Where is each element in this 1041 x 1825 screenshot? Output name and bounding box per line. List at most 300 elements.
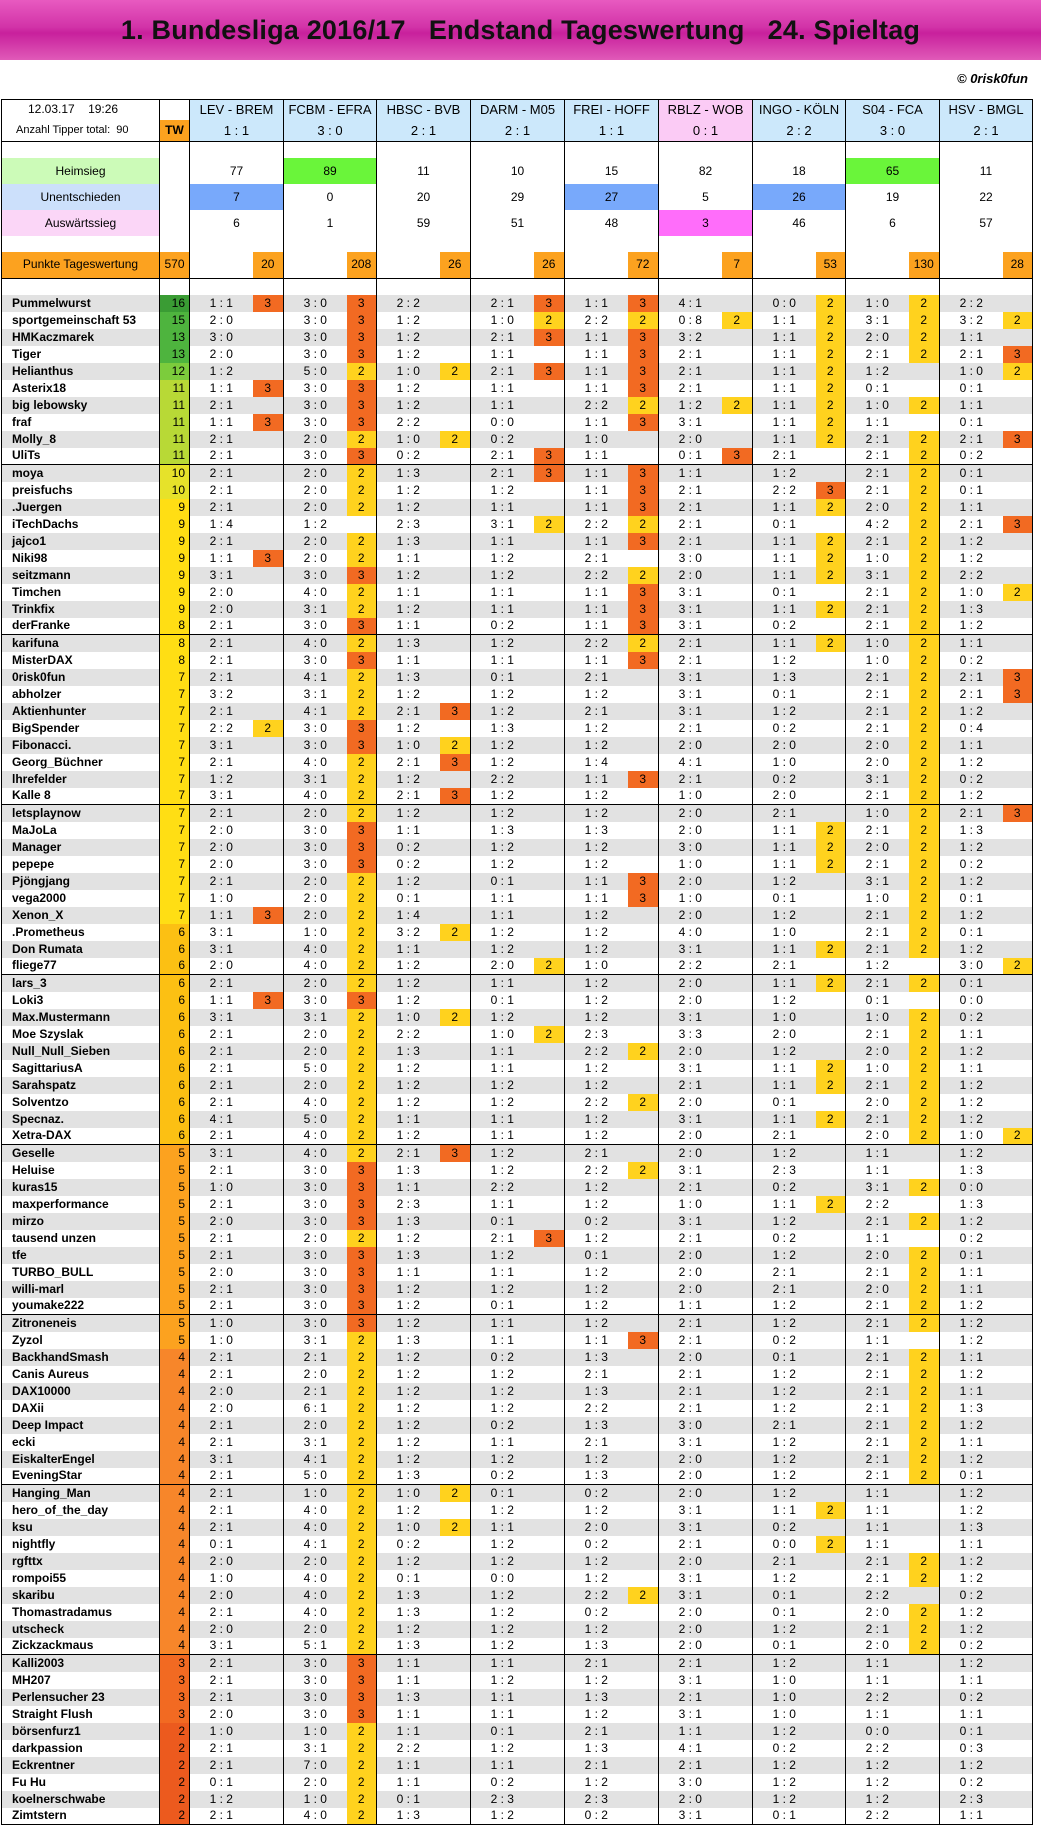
player-tip: 2 : 0 (565, 1519, 628, 1536)
page-title: 1. Bundesliga 2016/17 Endstand Tageswertung 24. Spieltag (120, 14, 921, 45)
player-points (1003, 1417, 1033, 1434)
player-tw: 2 (160, 1808, 190, 1825)
player-tip: 4 : 0 (284, 958, 347, 975)
player-row (2, 975, 1033, 992)
player-points (722, 771, 753, 788)
stat-value: 26 (753, 184, 846, 210)
player-tip: 0 : 1 (846, 380, 909, 397)
player-points (253, 635, 284, 652)
player-tip: 1 : 2 (940, 1145, 1003, 1162)
player-points (1003, 1145, 1033, 1162)
player-points (816, 1451, 846, 1468)
player-name: Thomastradamus (2, 1604, 160, 1621)
player-tip: 1 : 1 (753, 363, 816, 380)
player-points: 2 (909, 1451, 940, 1468)
player-points (909, 1196, 940, 1213)
player-tip: 2 : 1 (846, 669, 909, 686)
player-tw: 6 (160, 1026, 190, 1043)
player-tip: 1 : 1 (565, 601, 628, 618)
player-tw: 6 (160, 924, 190, 941)
player-points (534, 737, 565, 754)
player-points (1003, 1672, 1033, 1689)
player-tip: 3 : 2 (377, 924, 440, 941)
player-tip: 3 : 1 (190, 1451, 253, 1468)
player-points (440, 958, 471, 975)
player-points (534, 1145, 565, 1162)
player-points (628, 805, 659, 822)
player-tip: 0 : 1 (940, 482, 1003, 499)
player-tip: 1 : 1 (377, 822, 440, 839)
player-points (909, 363, 940, 380)
punkte-value: 130 (909, 252, 940, 278)
player-name: Timchen (2, 584, 160, 601)
player-name: Canis Aureus (2, 1366, 160, 1383)
player-points: 2 (909, 1264, 940, 1281)
player-points (909, 1145, 940, 1162)
player-points (440, 1740, 471, 1757)
player-tip: 1 : 1 (471, 1706, 534, 1723)
player-tip: 0 : 2 (753, 1519, 816, 1536)
player-tip: 1 : 0 (846, 550, 909, 567)
player-tip: 1 : 1 (753, 397, 816, 414)
player-tip: 2 : 1 (846, 1621, 909, 1638)
player-points: 2 (347, 550, 377, 567)
player-points (722, 992, 753, 1009)
player-points (253, 1536, 284, 1553)
player-tip: 2 : 2 (846, 1587, 909, 1604)
player-tw: 4 (160, 1536, 190, 1553)
player-tip: 1 : 2 (284, 516, 347, 533)
player-points (1003, 295, 1033, 312)
player-name: Kalle 8 (2, 788, 160, 805)
player-name: Xetra-DAX (2, 1128, 160, 1145)
player-tip: 3 : 1 (659, 414, 722, 431)
player-tw: 7 (160, 907, 190, 924)
player-tip: 4 : 1 (284, 1451, 347, 1468)
player-tip: 2 : 1 (753, 1553, 816, 1570)
player-points: 2 (909, 1366, 940, 1383)
player-points (628, 1111, 659, 1128)
player-tip: 2 : 1 (846, 1451, 909, 1468)
player-tip: 1 : 3 (377, 1638, 440, 1655)
player-tip: 3 : 0 (284, 652, 347, 669)
player-points (534, 992, 565, 1009)
stat-value: 19 (846, 184, 940, 210)
player-name: kuras15 (2, 1179, 160, 1196)
player-tip: 1 : 1 (753, 431, 816, 448)
stat-value: 29 (471, 184, 565, 210)
player-points (722, 1723, 753, 1740)
player-points (534, 1723, 565, 1740)
stat-value: 6 (846, 210, 940, 236)
player-tip: 0 : 1 (471, 873, 534, 890)
player-points: 3 (628, 295, 659, 312)
player-points (440, 1417, 471, 1434)
player-tip: 1 : 1 (846, 1519, 909, 1536)
player-row (2, 1723, 1033, 1740)
player-tip: 2 : 1 (659, 346, 722, 363)
match-name: RBLZ - WOB (659, 100, 753, 120)
player-points (628, 1621, 659, 1638)
player-tip: 2 : 1 (190, 1502, 253, 1519)
player-tip: 1 : 2 (753, 1774, 816, 1791)
player-points (722, 329, 753, 346)
player-tip: 1 : 2 (940, 533, 1003, 550)
player-tip: 6 : 1 (284, 1400, 347, 1417)
player-points (722, 1553, 753, 1570)
player-points (253, 1400, 284, 1417)
player-tip: 1 : 2 (471, 567, 534, 584)
player-row (2, 601, 1033, 618)
match-name: DARM - M05 (471, 100, 565, 120)
player-tip: 1 : 2 (753, 1366, 816, 1383)
player-tip: 1 : 2 (471, 1077, 534, 1094)
player-points (628, 1128, 659, 1145)
player-name: MH207 (2, 1672, 160, 1689)
player-tip: 1 : 1 (753, 533, 816, 550)
player-name: Deep Impact (2, 1417, 160, 1434)
player-tip: 2 : 2 (565, 1162, 628, 1179)
player-points: 2 (816, 635, 846, 652)
player-points (1003, 1400, 1033, 1417)
player-points (440, 499, 471, 516)
player-tip: 1 : 2 (377, 1094, 440, 1111)
player-points: 2 (440, 1009, 471, 1026)
player-points (253, 601, 284, 618)
spacer (940, 236, 1033, 252)
player-tip: 1 : 1 (471, 1332, 534, 1349)
player-tip: 1 : 2 (377, 601, 440, 618)
player-tw: 4 (160, 1434, 190, 1451)
player-points: 2 (347, 1451, 377, 1468)
player-points (816, 1468, 846, 1485)
stat-value: 77 (190, 158, 284, 184)
player-tip: 4 : 1 (659, 1740, 722, 1757)
player-name: utscheck (2, 1621, 160, 1638)
player-tip: 1 : 1 (846, 1502, 909, 1519)
player-tip: 2 : 1 (846, 720, 909, 737)
player-tip: 3 : 0 (284, 1281, 347, 1298)
player-points: 3 (1003, 686, 1033, 703)
player-tip: 3 : 0 (284, 567, 347, 584)
player-points (628, 1604, 659, 1621)
player-row (2, 550, 1033, 567)
player-points: 2 (347, 975, 377, 992)
player-points: 2 (909, 924, 940, 941)
player-tip: 5 : 0 (284, 1468, 347, 1485)
player-tip: 1 : 2 (377, 1315, 440, 1332)
match-result: 1 : 1 (565, 120, 659, 142)
player-points: 2 (909, 856, 940, 873)
player-points: 3 (628, 499, 659, 516)
player-points (722, 856, 753, 873)
player-tw: 5 (160, 1196, 190, 1213)
player-row (2, 1094, 1033, 1111)
player-tip: 1 : 1 (846, 1162, 909, 1179)
player-tip: 2 : 1 (940, 805, 1003, 822)
player-points: 2 (347, 788, 377, 805)
player-points (628, 737, 659, 754)
player-name: big lebowsky (2, 397, 160, 414)
player-tip: 1 : 2 (377, 975, 440, 992)
player-row (2, 1774, 1033, 1791)
player-tip: 4 : 0 (284, 635, 347, 652)
player-tip: 1 : 2 (565, 1451, 628, 1468)
player-tip: 0 : 1 (753, 1587, 816, 1604)
player-tip: 1 : 2 (377, 1077, 440, 1094)
player-tip: 2 : 3 (565, 1791, 628, 1808)
player-points (722, 907, 753, 924)
player-tip: 2 : 1 (846, 482, 909, 499)
player-points (1003, 482, 1033, 499)
player-tip: 1 : 1 (753, 312, 816, 329)
player-tip: 1 : 0 (190, 1570, 253, 1587)
player-points: 3 (347, 295, 377, 312)
player-tip: 3 : 1 (190, 737, 253, 754)
player-points (628, 720, 659, 737)
player-name: Specnaz. (2, 1111, 160, 1128)
player-points (1003, 1468, 1033, 1485)
player-tip: 1 : 1 (565, 890, 628, 907)
stat-value: 59 (377, 210, 471, 236)
player-points (253, 1060, 284, 1077)
player-points (440, 1298, 471, 1315)
player-tip: 1 : 0 (753, 1689, 816, 1706)
tw-label: TW (160, 120, 190, 142)
player-tip: 1 : 2 (565, 856, 628, 873)
player-tip: 2 : 1 (846, 465, 909, 482)
player-tip: 1 : 2 (471, 1672, 534, 1689)
player-tip: 4 : 0 (284, 584, 347, 601)
player-tip: 3 : 0 (284, 346, 347, 363)
player-name: Don Rumata (2, 941, 160, 958)
player-points (253, 1417, 284, 1434)
player-tip: 2 : 0 (659, 1094, 722, 1111)
player-points: 3 (253, 907, 284, 924)
player-points (816, 1009, 846, 1026)
player-tw: 2 (160, 1774, 190, 1791)
player-points (253, 1519, 284, 1536)
player-points (1003, 1383, 1033, 1400)
player-points (722, 1604, 753, 1621)
player-tip: 1 : 2 (753, 907, 816, 924)
player-points (722, 1502, 753, 1519)
player-tip: 2 : 1 (846, 1298, 909, 1315)
player-tip: 2 : 1 (565, 1434, 628, 1451)
player-points: 2 (909, 1349, 940, 1366)
player-tip: 2 : 1 (846, 1468, 909, 1485)
player-tip: 1 : 1 (377, 1655, 440, 1672)
player-tip: 4 : 0 (659, 924, 722, 941)
player-tip: 2 : 0 (753, 1026, 816, 1043)
player-tip: 3 : 0 (284, 1247, 347, 1264)
player-points: 2 (909, 720, 940, 737)
spacer (284, 236, 377, 252)
player-points (440, 1808, 471, 1825)
player-tip: 3 : 0 (659, 839, 722, 856)
player-points (253, 1230, 284, 1247)
player-tip: 0 : 1 (753, 516, 816, 533)
player-tip: 1 : 1 (565, 329, 628, 346)
player-row (2, 1264, 1033, 1281)
player-tw: 6 (160, 1094, 190, 1111)
player-points: 2 (347, 1128, 377, 1145)
player-tip: 0 : 2 (377, 839, 440, 856)
player-row (2, 1009, 1033, 1026)
player-tip: 0 : 1 (377, 1570, 440, 1587)
player-points: 3 (628, 482, 659, 499)
player-tip: 2 : 1 (471, 1230, 534, 1247)
player-tip: 2 : 1 (846, 1570, 909, 1587)
player-tip: 1 : 2 (377, 805, 440, 822)
player-points (253, 703, 284, 720)
player-points (628, 1485, 659, 1502)
player-points (347, 516, 377, 533)
player-tip: 1 : 2 (377, 1383, 440, 1400)
player-tw: 3 (160, 1689, 190, 1706)
player-points (440, 890, 471, 907)
player-points: 3 (628, 601, 659, 618)
spacer (753, 278, 846, 295)
player-points (253, 754, 284, 771)
player-points (1003, 414, 1033, 431)
player-tip: 0 : 1 (753, 1604, 816, 1621)
player-points (440, 295, 471, 312)
player-points (534, 1434, 565, 1451)
player-tip: 1 : 2 (565, 1009, 628, 1026)
player-points (628, 1281, 659, 1298)
player-points (816, 1689, 846, 1706)
player-tip: 0 : 2 (940, 1689, 1003, 1706)
player-tip: 1 : 1 (190, 550, 253, 567)
player-tip: 0 : 1 (940, 414, 1003, 431)
player-points (628, 941, 659, 958)
player-points (1003, 618, 1033, 635)
player-tip: 1 : 2 (940, 907, 1003, 924)
player-tip: 1 : 1 (377, 652, 440, 669)
player-tip: 1 : 0 (284, 924, 347, 941)
player-row (2, 1196, 1033, 1213)
player-tip: 2 : 1 (190, 1740, 253, 1757)
player-points (440, 686, 471, 703)
player-tip: 2 : 0 (284, 873, 347, 890)
player-tip: 1 : 1 (846, 1230, 909, 1247)
player-points: 2 (1003, 958, 1033, 975)
player-tw: 2 (160, 1791, 190, 1808)
player-tip: 1 : 2 (565, 941, 628, 958)
player-tip: 1 : 2 (471, 754, 534, 771)
player-tip: 2 : 0 (284, 907, 347, 924)
player-points (440, 601, 471, 618)
player-tip: 2 : 1 (846, 1077, 909, 1094)
player-tip: 1 : 1 (940, 1706, 1003, 1723)
player-points (1003, 448, 1033, 465)
player-row (2, 1400, 1033, 1417)
player-tw: 7 (160, 873, 190, 890)
player-points: 2 (909, 1043, 940, 1060)
player-points (440, 1247, 471, 1264)
player-points (1003, 1689, 1033, 1706)
punkte-value: 208 (347, 252, 377, 278)
player-points (1003, 1264, 1033, 1281)
player-tip: 2 : 1 (846, 1366, 909, 1383)
player-points (1003, 329, 1033, 346)
player-tip: 2 : 0 (846, 1043, 909, 1060)
player-tip: 2 : 0 (846, 329, 909, 346)
player-points (534, 669, 565, 686)
player-tip: 2 : 1 (846, 686, 909, 703)
player-tip: 0 : 0 (940, 1179, 1003, 1196)
player-tip: 2 : 0 (846, 754, 909, 771)
player-points: 2 (816, 941, 846, 958)
player-points (1003, 1757, 1033, 1774)
player-tw: 4 (160, 1621, 190, 1638)
player-row (2, 295, 1033, 312)
player-points (1003, 1723, 1033, 1740)
player-points (534, 720, 565, 737)
player-points: 2 (816, 329, 846, 346)
player-tip: 2 : 1 (190, 1128, 253, 1145)
player-tw: 9 (160, 567, 190, 584)
punkte-value: 20 (253, 252, 284, 278)
player-tip: 1 : 2 (753, 1434, 816, 1451)
player-tip: 3 : 1 (659, 703, 722, 720)
player-points (440, 652, 471, 669)
stat-value: 5 (659, 184, 753, 210)
player-tip: 1 : 2 (846, 1774, 909, 1791)
player-points (722, 1791, 753, 1808)
player-tip: 3 : 1 (659, 1672, 722, 1689)
player-tip: 1 : 3 (377, 465, 440, 482)
player-points (253, 1247, 284, 1264)
player-points (1003, 975, 1033, 992)
player-tip: 2 : 1 (190, 1230, 253, 1247)
player-row (2, 1689, 1033, 1706)
player-points: 2 (909, 1009, 940, 1026)
player-points: 2 (347, 924, 377, 941)
player-points (534, 1281, 565, 1298)
player-points (816, 1383, 846, 1400)
player-points: 3 (440, 703, 471, 720)
player-row (2, 346, 1033, 363)
player-tip: 2 : 0 (846, 1604, 909, 1621)
player-tip: 2 : 1 (190, 1349, 253, 1366)
player-tip: 1 : 2 (377, 1553, 440, 1570)
player-points (816, 1162, 846, 1179)
player-points (816, 1553, 846, 1570)
player-row (2, 584, 1033, 601)
player-points (628, 1060, 659, 1077)
player-tip: 1 : 1 (471, 1519, 534, 1536)
player-points: 3 (440, 788, 471, 805)
player-tw: 10 (160, 465, 190, 482)
player-name: DAX10000 (2, 1383, 160, 1400)
player-tip: 0 : 2 (940, 1009, 1003, 1026)
player-tip: 1 : 2 (565, 1315, 628, 1332)
player-tip: 1 : 1 (659, 1723, 722, 1740)
player-points (440, 873, 471, 890)
player-tip: 2 : 1 (190, 465, 253, 482)
player-tip: 1 : 2 (940, 873, 1003, 890)
player-points: 3 (628, 618, 659, 635)
player-tip: 2 : 1 (846, 601, 909, 618)
player-points (628, 1264, 659, 1281)
player-points: 3 (628, 533, 659, 550)
player-points: 2 (816, 601, 846, 618)
player-tip: 0 : 1 (471, 992, 534, 1009)
player-points: 2 (816, 295, 846, 312)
player-tip: 3 : 1 (284, 771, 347, 788)
